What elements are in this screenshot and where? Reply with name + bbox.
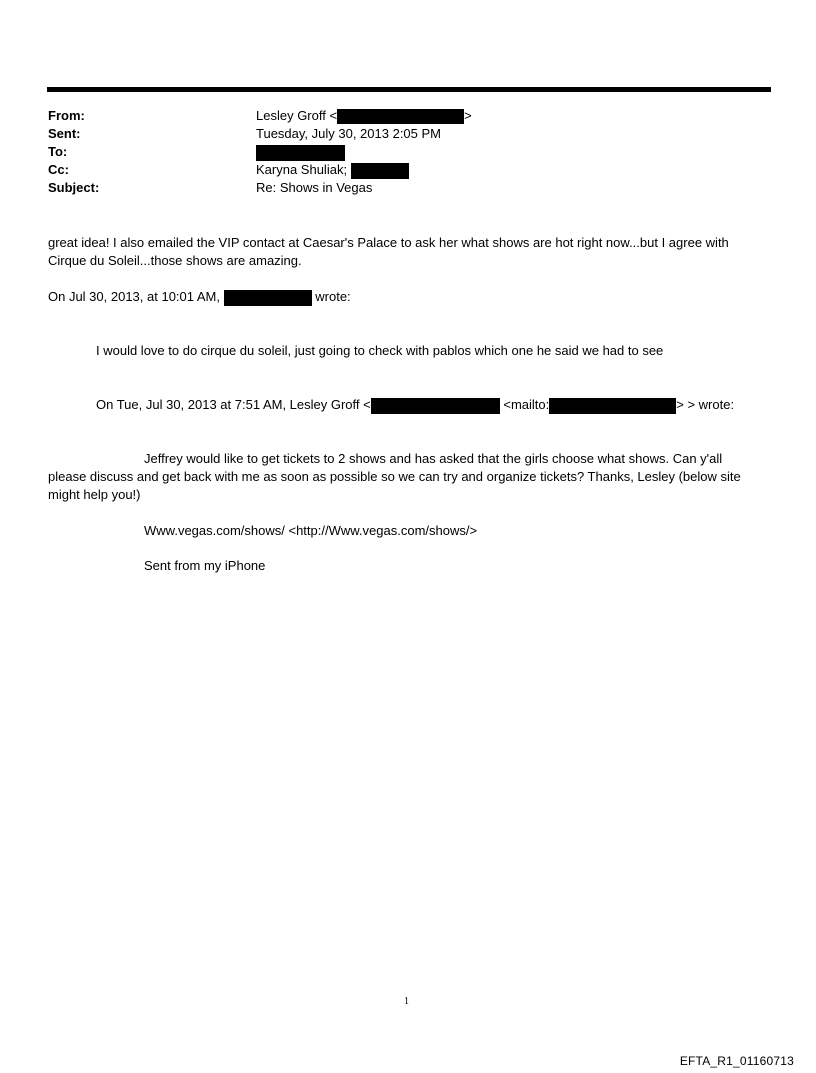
to-label: To: [48,144,68,159]
from-name: Lesley Groff < [256,108,338,123]
sent-value: Tuesday, July 30, 2013 2:05 PM [256,126,441,141]
quote2-line-3: might help you!) [48,487,141,502]
redaction-box [224,290,312,306]
from-close: > [464,108,472,123]
from-label: From: [48,108,85,123]
sent-label: Sent: [48,126,81,141]
redaction-box [371,398,500,414]
quote2-mailto: <mailto: [503,397,550,412]
quote1-suffix: wrote: [315,289,351,304]
header-rule [47,87,771,92]
redaction-box [337,109,464,124]
quote2-line-2: please discuss and get back with me as soon as possible so we can try and organize tickets? Thanks, Lesley (below site [48,469,741,484]
quote2-suffix: > > wrote: [676,397,735,412]
reply-line-1: great idea! I also emailed the VIP contact at Caesar's Palace to ask her what shows are hot right now...but I agree with [48,235,729,250]
quote1-header [48,288,351,306]
redaction-box [256,145,345,161]
quote1-prefix: On Jul 30, 2013, at 10:01 AM, [48,289,221,304]
from-value [256,107,472,125]
cc-name: Karyna Shuliak; [256,162,348,177]
subject-label: Subject: [48,180,100,195]
document-id: EFTA_R1_01160713 [679,1054,794,1068]
redaction-box [351,163,409,179]
quote1-body: I would love to do cirque du soleil, just going to check with pablos which one he said we had to see [96,343,664,358]
cc-value [256,161,409,179]
signature: Sent from my iPhone [144,558,266,573]
redaction-box [549,398,676,414]
quote2-header [96,396,734,414]
vegas-link[interactable]: Www.vegas.com/shows/ <http://Www.vegas.com/shows/> [144,523,478,538]
reply-line-2: Cirque du Soleil...those shows are amazing. [48,253,302,268]
page-number: 1 [404,996,409,1007]
quote2-prefix: On Tue, Jul 30, 2013 at 7:51 AM, Lesley Groff < [96,397,371,412]
to-value [256,143,345,161]
subject-value: Re: Shows in Vegas [256,180,373,195]
cc-label: Cc: [48,162,69,177]
quote2-line-1: Jeffrey would like to get tickets to 2 shows and has asked that the girls choose what shows. Can y'all [144,451,723,466]
